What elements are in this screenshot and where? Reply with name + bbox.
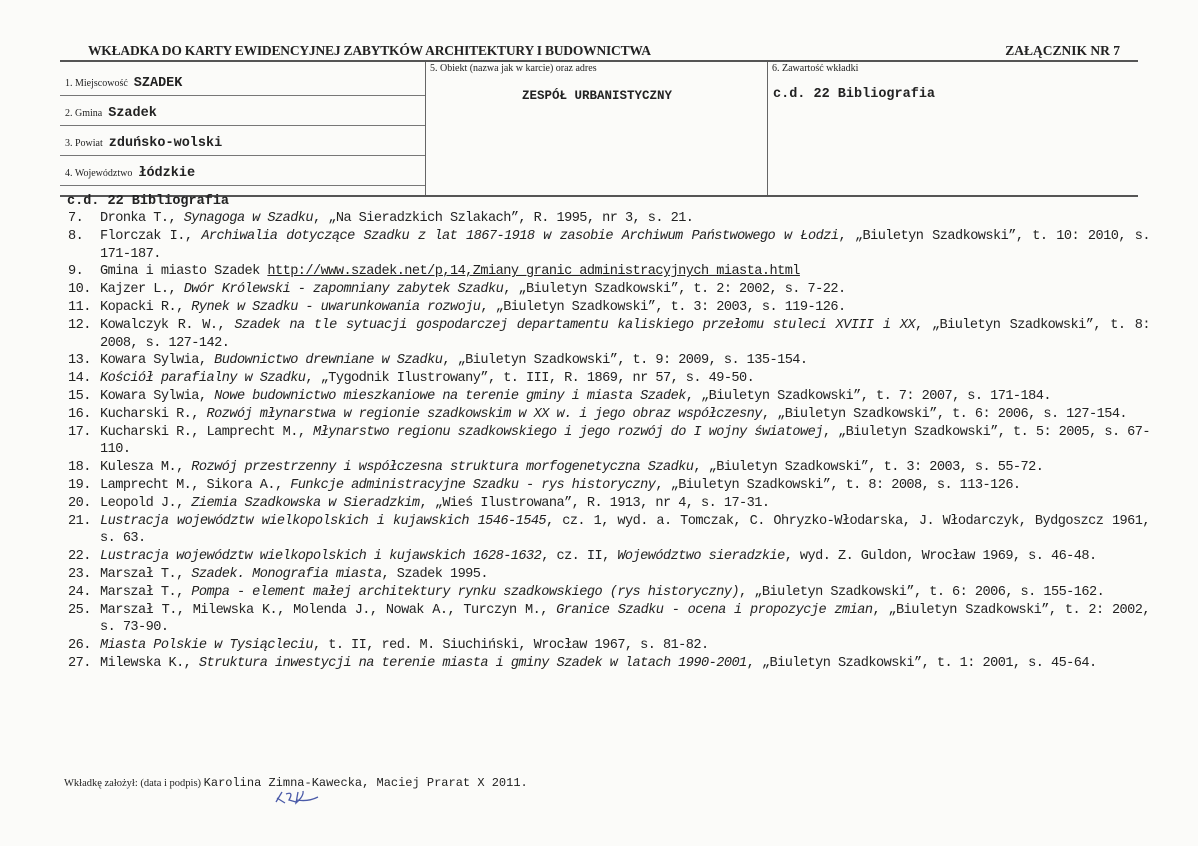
bibliography-entry <box>68 477 1150 495</box>
contents-column <box>767 62 1138 195</box>
bibliography-entry <box>68 299 1150 317</box>
entry-title: Granice Szadku - ocena i propozycje zmian <box>556 602 873 618</box>
entry-number: 17. <box>68 424 91 440</box>
field-voivodeship <box>60 156 425 186</box>
entry-segment: , „Biuletyn Szadkowski”, t. 6: 2006, s. 127-154. <box>761 406 1128 422</box>
entry-number: 13. <box>68 353 91 369</box>
entry-segment: , „Biuletyn Szadkowski”, t. 5: 2005, s. 67-110. <box>100 424 1150 458</box>
field-value: Szadek <box>108 106 157 121</box>
entry-number: 22. <box>68 549 91 565</box>
entry-text <box>100 317 1150 353</box>
entry-text <box>100 602 1150 638</box>
entry-text <box>100 477 1150 495</box>
bibliography-entry <box>68 495 1150 513</box>
field-commune <box>60 96 425 126</box>
entry-text <box>100 228 1150 264</box>
entry-text <box>100 424 1150 460</box>
entry-number: 11. <box>68 299 91 315</box>
entry-text <box>100 513 1150 549</box>
entry-text <box>100 459 1150 477</box>
entry-text <box>100 548 1150 566</box>
entry-segment: , „Biuletyn Szadkowski”, t. 6: 2006, s. 155-162. <box>739 584 1105 600</box>
bibliography-entry <box>68 317 1150 353</box>
entry-segment: Kowalczyk R. W., <box>100 317 235 333</box>
bibliography-entry <box>68 513 1150 549</box>
bibliography-entry <box>68 228 1150 264</box>
contents-label: 6. Zawartość wkładki <box>772 63 859 74</box>
footer-authors: Karolina Zimna-Kawecka, Maciej Prarat X 2011. <box>203 776 528 790</box>
entry-segment: Marszał T., Milewska K., Molenda J., Nowak A., Turczyn M., <box>100 602 557 618</box>
bibliography-entry <box>68 406 1150 424</box>
object-label: 5. Obiekt (nazwa jak w karcie) oraz adres <box>430 63 597 74</box>
field-value: zduńsko-wolski <box>108 136 223 151</box>
bibliography-entry <box>68 263 1150 281</box>
object-column <box>425 62 768 195</box>
entry-segment: , „Biuletyn Szadkowski”, t. 7: 2007, s. 171-184. <box>685 388 1051 404</box>
bibliography-entry <box>68 424 1150 460</box>
contents-value: c.d. 22 Bibliografia <box>773 87 936 102</box>
entry-link[interactable]: http://www.szadek.net/p,14,Zmiany_granic_administracyjnych_miasta.html <box>267 264 800 280</box>
entry-title: Kościół parafialny w Szadku <box>100 371 306 387</box>
entry-title: Struktura inwestycji na terenie miasta i gminy Szadek w latach 1990-2001 <box>198 655 747 671</box>
field-county <box>60 126 425 156</box>
entry-text <box>100 495 1150 513</box>
entry-segment: Kajzer L., <box>100 282 184 298</box>
entry-segment: Kowara Sylwia, <box>100 353 215 369</box>
entry-segment: Leopold J., <box>100 495 192 511</box>
entry-text <box>100 281 1150 299</box>
entry-segment: Kopacki R., <box>100 299 192 315</box>
bibliography-entry <box>68 584 1150 602</box>
entry-text <box>100 655 1150 673</box>
bibliography-entry <box>68 210 1150 228</box>
field-label: 4. Województwo <box>65 168 133 179</box>
bibliography-entry <box>68 655 1150 673</box>
entry-number: 23. <box>68 566 91 582</box>
bibliography-entry <box>68 352 1150 370</box>
entry-text <box>100 210 1150 228</box>
entry-number: 19. <box>68 477 91 493</box>
entry-number: 20. <box>68 495 91 511</box>
entry-number: 25. <box>68 602 91 618</box>
entry-text <box>100 566 1150 584</box>
entry-title: Lustracja województw wielkopolskich i kujawskich 1546-1545 <box>100 513 547 529</box>
field-locality <box>60 62 425 96</box>
entry-segment: , „Biuletyn Szadkowski”, t. 3: 2003, s. 55-72. <box>693 460 1044 476</box>
entry-number: 26. <box>68 638 91 654</box>
field-label: 1. Miejscowość <box>65 78 128 89</box>
entry-text <box>100 388 1150 406</box>
entry-title: Synagoga w Szadku <box>183 211 314 226</box>
entry-title: Szadek na tle sytuacji gospodarczej departamentu kaliskiego przełomu stuleci XVIII i XX <box>234 317 915 333</box>
entry-title: Lustracja województw wielkopolskich i kujawskich 1628-1632 <box>100 549 542 565</box>
entry-segment: , „Biuletyn Szadkowski”, t. 9: 2009, s. 135-154. <box>442 353 808 369</box>
entry-number: 15. <box>68 388 91 404</box>
bibliography-list <box>68 210 1150 673</box>
entry-title: Budownictwo drewniane w Szadku <box>214 353 443 369</box>
entry-segment: , „Biuletyn Szadkowski”, t. 2: 2002, s. 73-90. <box>100 602 1150 636</box>
document-title: WKŁADKA DO KARTY EWIDENCYJNEJ ZABYTKÓW ARCHITEKTURY I BUDOWNICTWA <box>88 43 651 58</box>
entry-text <box>100 370 1150 388</box>
entry-title: Rozwój młynarstwa w regionie szadkowskim w XX w. i jego obraz współczesny <box>206 406 762 422</box>
entry-segment: Florczak I., <box>100 228 202 244</box>
entry-segment: Lamprecht M., Sikora A., <box>100 477 291 493</box>
entry-segment: Milewska K., <box>100 655 199 671</box>
entry-segment: Kucharski R., <box>100 406 207 422</box>
entry-title: Województwo sieradzkie <box>617 549 785 565</box>
entry-title: Nowe budownictwo mieszkaniowe na terenie gminy i miasta Szadek <box>214 388 686 404</box>
bibliography-entry <box>68 602 1150 638</box>
entry-title: Młynarstwo regionu szadkowskiego i jego rozwój do I wojny światowej <box>313 424 823 440</box>
field-value: łódzkie <box>138 166 196 181</box>
entry-text <box>100 299 1150 317</box>
bibliography-entry <box>68 388 1150 406</box>
entry-number: 9. <box>68 264 84 280</box>
bibliography-entry <box>68 370 1150 388</box>
location-column <box>60 62 425 195</box>
entry-title: Miasta Polskie w Tysiącleciu <box>100 638 314 654</box>
entry-segment: Kulesza M., <box>100 460 192 476</box>
entry-segment: Gmina i miasto Szadek <box>100 264 268 280</box>
entry-title: Ziemia Szadkowska w Sieradzkim <box>191 495 420 511</box>
entry-segment: , „Biuletyn Szadkowski”, t. 3: 2003, s. 119-126. <box>480 299 846 315</box>
entry-segment: , Szadek 1995. <box>381 566 489 582</box>
entry-number: 21. <box>68 513 91 529</box>
entry-title: Szadek. Monografia miasta <box>191 566 382 582</box>
entry-segment: , „Biuletyn Szadkowski”, t. 1: 2001, s. 45-64. <box>746 655 1097 671</box>
field-label: 3. Powiat <box>65 138 103 149</box>
entry-title: Rynek w Szadku - uwarunkowania rozwoju <box>191 299 481 315</box>
entry-title: Funkcje administracyjne Szadku - rys historyczny <box>290 477 656 493</box>
section-title: c.d. 22 Bibliografia <box>67 194 230 209</box>
entry-title: Rozwój przestrzenny i współczesna struktura morfogenetyczna Szadku <box>191 460 694 476</box>
entry-text <box>100 584 1150 602</box>
entry-text <box>100 263 1150 281</box>
entry-number: 12. <box>68 317 91 333</box>
entry-segment: , cz. 1, wyd. a. Tomczak, C. Ohryzko-Włodarska, J. Włodarczyk, Bydgoszcz 1961, s. 63. <box>100 513 1150 547</box>
entry-number: 27. <box>68 655 91 671</box>
bibliography-entry <box>68 637 1150 655</box>
entry-segment: Marszał T., <box>100 584 192 600</box>
entry-number: 24. <box>68 584 91 600</box>
bibliography-entry <box>68 281 1150 299</box>
entry-text <box>100 637 1150 655</box>
header-table <box>60 60 1138 197</box>
entry-segment: Dronka T., <box>100 211 184 226</box>
entry-segment: , t. II, red. M. Siuchiński, Wrocław 1967, s. 81-82. <box>313 638 709 654</box>
entry-segment: , „Tygodnik Ilustrowany”, t. III, R. 1869, nr 57, s. 49-50. <box>305 371 755 387</box>
entry-text <box>100 406 1150 424</box>
bibliography-entry <box>68 566 1150 584</box>
entry-segment: , „Biuletyn Szadkowski”, t. 10: 2010, s. 171-187. <box>100 228 1151 262</box>
entry-number: 16. <box>68 406 91 422</box>
footer-label: Wkładkę założył: (data i podpis) <box>64 778 202 789</box>
entry-segment: , „Biuletyn Szadkowski”, t. 2: 2002, s. 7-22. <box>503 282 846 298</box>
entry-title: Archiwalia dotyczące Szadku z lat 1867-1918 w zasobie Archiwum Państwowego w Łodzi <box>201 228 839 244</box>
entry-number: 10. <box>68 282 91 298</box>
entry-segment: Kowara Sylwia, <box>100 388 215 404</box>
entry-segment: , „Biuletyn Szadkowski”, t. 8: 2008, s. 113-126. <box>655 477 1021 493</box>
field-value: SZADEK <box>133 76 183 91</box>
entry-number: 8. <box>68 228 84 244</box>
entry-segment: , „Wieś Ilustrowana”, R. 1913, nr 4, s. 17-31. <box>419 495 770 511</box>
entry-segment: , wyd. Z. Guldon, Wrocław 1969, s. 46-48. <box>784 549 1097 565</box>
field-label: 2. Gmina <box>65 108 103 119</box>
entry-segment: Kucharski R., Lamprecht M., <box>100 424 314 440</box>
entry-title: Pompa - element małej architektury rynku szadkowskiego (rys historyczny) <box>191 584 740 600</box>
entry-text <box>100 352 1150 370</box>
entry-segment: , „Biuletyn Szadkowski”, t. 8: 2008, s. 127-142. <box>100 317 1150 351</box>
entry-segment: Marszał T., <box>100 566 192 582</box>
entry-title: Dwór Królewski - zapomniany zabytek Szadku <box>183 282 504 298</box>
entry-number: 7. <box>68 211 84 226</box>
bibliography-entry <box>68 459 1150 477</box>
entry-segment: , „Na Sieradzkich Szlakach”, R. 1995, nr 3, s. 21. <box>313 211 694 226</box>
entry-number: 18. <box>68 460 91 476</box>
annex-number: ZAŁĄCZNIK NR 7 <box>1005 43 1120 58</box>
entry-number: 14. <box>68 371 91 387</box>
object-value: ZESPÓŁ URBANISTYCZNY <box>521 89 673 103</box>
handwritten-signature <box>272 788 322 810</box>
entry-segment: , cz. II, <box>541 549 618 565</box>
bibliography-entry <box>68 548 1150 566</box>
